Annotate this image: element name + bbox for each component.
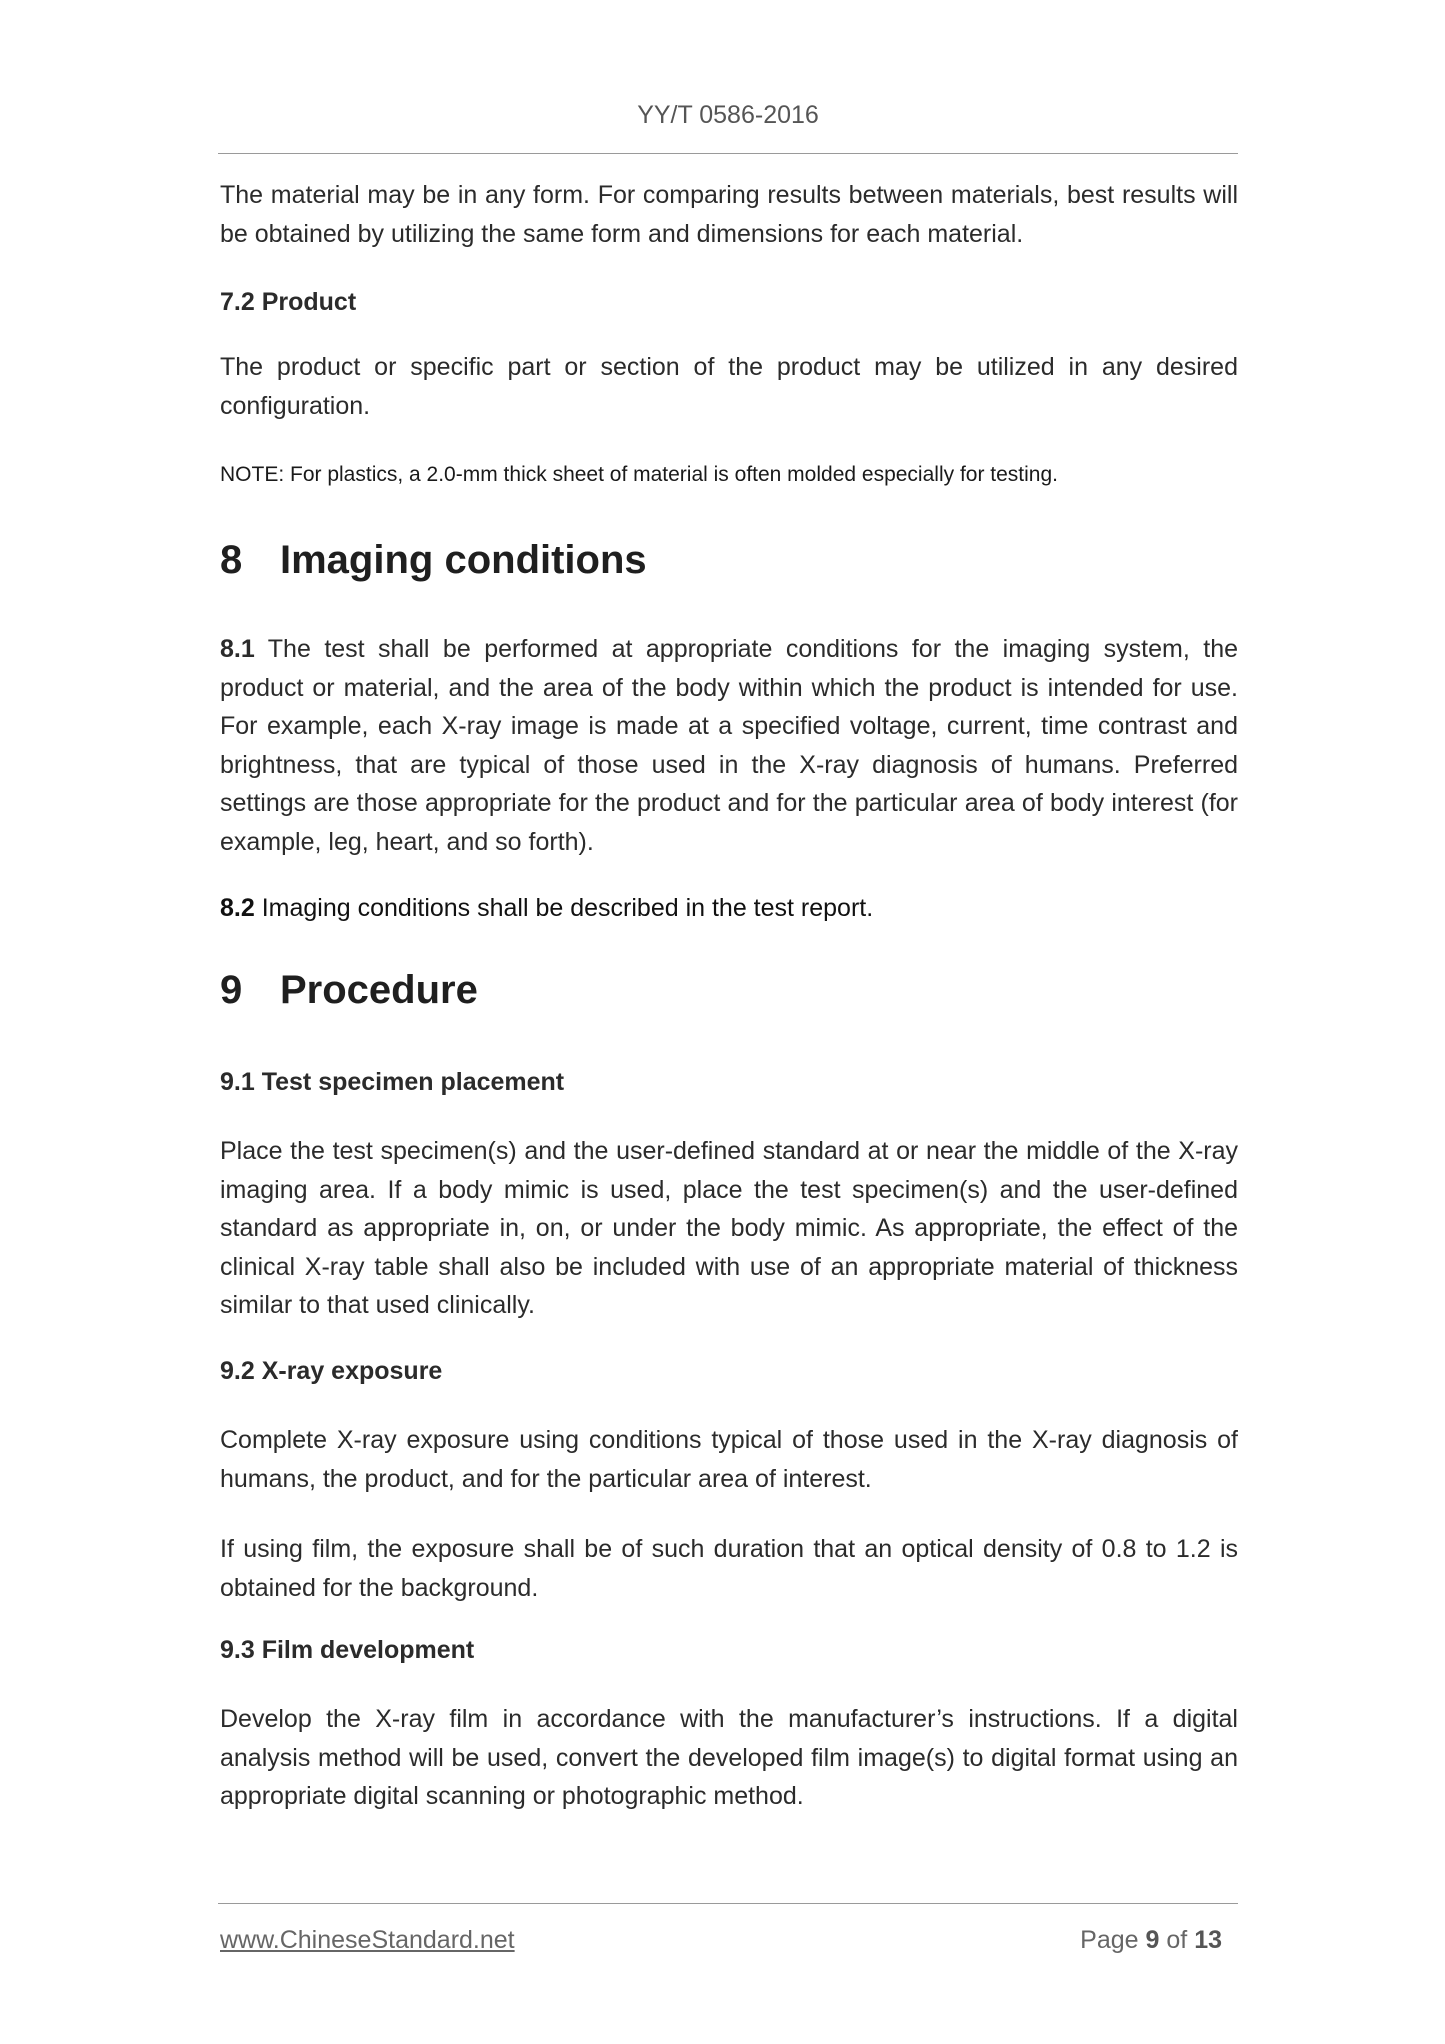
clause-text: The test shall be performed at appropriate conditions for the imaging system, the product or material, and the area of the body within which the product is intended for use. For example, each X-ray image is made at a specified voltage, current, time contrast and brightness, that are typical of those used in the X-ray diagnosis of humans. Preferred settings are those appropriate for the product and for the particular area of body interest (for example, leg, heart, and so forth). — [220, 635, 1239, 856]
doc-id: YY/T 0586-2016 — [637, 101, 819, 129]
product-paragraph: The product or specific part or section of the product may be utilized in any desired configuration. — [220, 353, 1238, 420]
header-divider — [218, 153, 1238, 154]
section-title: Procedure — [280, 968, 478, 1012]
page-current: 9 — [1145, 1926, 1160, 1954]
clause-number: 8.1 — [220, 635, 255, 663]
exposure-paragraph-1: Complete X-ray exposure using conditions typical of those used in the X-ray diagnosis of humans, the product, and for the particular area of interest. — [220, 1426, 1238, 1493]
page-indicator — [1000, 1926, 1222, 1955]
clause-8-1 — [220, 630, 1238, 861]
clause-number: 8.2 — [220, 894, 255, 922]
intro-paragraph: The material may be in any form. For comparing results between materials, best results will be obtained by utilizing the same form and dimensions for each material. — [220, 181, 1238, 248]
section-title: Imaging conditions — [280, 538, 647, 582]
subsection-heading-9-1: 9.1 Test specimen placement — [220, 1068, 565, 1096]
film-development-paragraph: Develop the X-ray film in accordance with the manufacturer’s instructions. If a digital analysis method will be used, convert the developed film image(s) to digital format using an appropriate digital scanning or photographic method. — [220, 1705, 1238, 1810]
subsection-heading-7-2: 7.2 Product — [220, 288, 357, 316]
section-number: 8 — [220, 538, 243, 582]
subsection-heading-9-2: 9.2 X-ray exposure — [220, 1357, 443, 1385]
page-prefix: Page — [1080, 1926, 1139, 1954]
page-total: 13 — [1194, 1926, 1222, 1954]
section-number: 9 — [220, 968, 243, 1012]
note-text: NOTE: For plastics, a 2.0-mm thick sheet of material is often molded especially for testing. — [220, 463, 1058, 486]
subsection-heading-9-3: 9.3 Film development — [220, 1636, 475, 1664]
page-of: of — [1166, 1926, 1188, 1954]
exposure-paragraph-2: If using film, the exposure shall be of such duration that an optical density of 0.8 to 1.2 is obtained for the background. — [220, 1535, 1238, 1602]
section-heading-8 — [220, 536, 647, 584]
footer-divider — [218, 1903, 1238, 1904]
clause-8-2 — [220, 889, 1238, 928]
placement-paragraph: Place the test specimen(s) and the user-defined standard at or near the middle of the X-ray imaging area. If a body mimic is used, place the test specimen(s) and the user-defined standard as appropriate in, on, or under the body mimic. As appropriate, the effect of the clinical X-ray table shall also be included with use of an appropriate material of thickness similar to that used clinically. — [220, 1137, 1238, 1319]
section-heading-9 — [220, 966, 478, 1014]
footer-website-link[interactable]: www.ChineseStandard.net — [220, 1926, 515, 1954]
running-header — [218, 101, 1238, 130]
clause-text: Imaging conditions shall be described in the test report. — [261, 894, 874, 922]
